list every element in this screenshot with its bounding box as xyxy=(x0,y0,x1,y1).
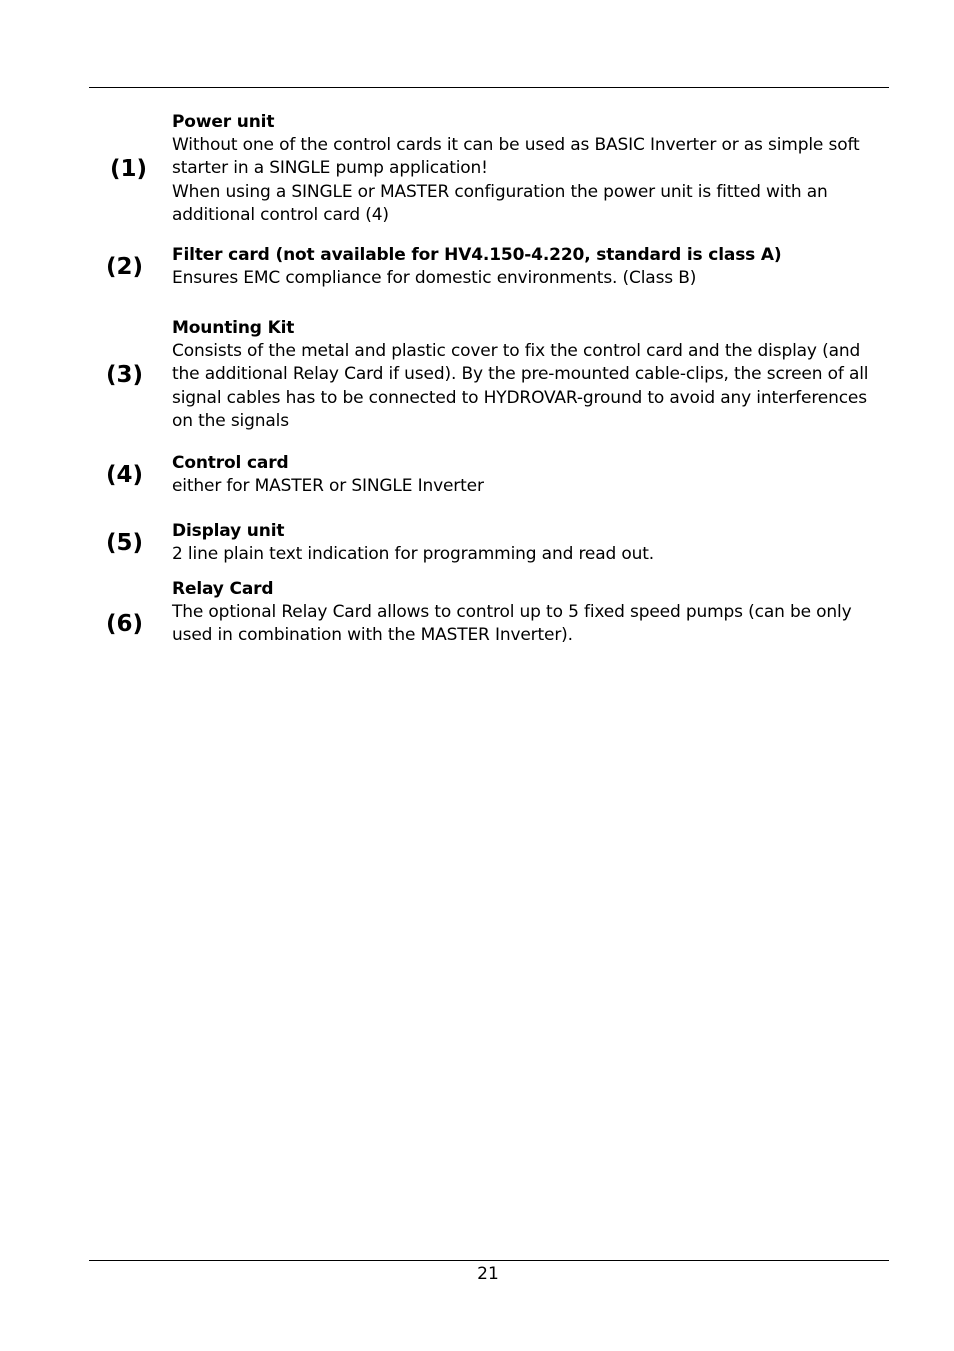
item-description xyxy=(172,111,894,227)
item-number: (3) xyxy=(106,362,144,388)
item-description xyxy=(172,317,894,433)
item-text-line: The optional Relay Card allows to control up to 5 fixed speed pumps (can be only xyxy=(172,602,852,623)
item-number: (4) xyxy=(106,462,144,488)
item-description xyxy=(172,520,894,566)
item-title: Filter card (not available for HV4.150-4.220, standard is class A) xyxy=(172,245,782,265)
item-number: (6) xyxy=(106,611,144,637)
item-text-line: Without one of the control cards it can be used as BASIC Inverter or as simple soft xyxy=(172,135,860,156)
item-description xyxy=(172,452,894,498)
item-title: Control card xyxy=(172,453,289,473)
item-text-line: 2 line plain text indication for programming and read out. xyxy=(172,544,655,565)
item-number: (1) xyxy=(110,156,148,182)
item-title: Mounting Kit xyxy=(172,318,295,338)
item-text-line: additional control card (4) xyxy=(172,204,389,225)
item-text-line: the additional Relay Card if used). By the pre-mounted cable-clips, the screen of all xyxy=(172,364,869,385)
item-text-line: on the signals xyxy=(172,410,289,431)
item-description xyxy=(172,244,894,290)
item-title: Relay Card xyxy=(172,579,274,599)
item-text-line: either for MASTER or SINGLE Inverter xyxy=(172,476,484,497)
item-text-line: used in combination with the MASTER Inverter). xyxy=(172,625,573,646)
page-number: 21 xyxy=(477,1264,499,1284)
item-text-line: signal cables has to be connected to HYDROVAR-ground to avoid any interferences xyxy=(172,387,867,408)
footer-rule xyxy=(89,1260,889,1261)
item-number: (2) xyxy=(106,254,144,280)
item-number: (5) xyxy=(106,530,144,556)
item-text-line: Consists of the metal and plastic cover to fix the control card and the display (and xyxy=(172,341,861,362)
item-text-line: starter in a SINGLE pump application! xyxy=(172,158,488,179)
header-rule xyxy=(89,87,889,88)
item-text-line: Ensures EMC compliance for domestic environments. (Class B) xyxy=(172,268,697,289)
item-title: Display unit xyxy=(172,521,285,541)
item-text-line: When using a SINGLE or MASTER configuration the power unit is fitted with an xyxy=(172,181,828,202)
item-title: Power unit xyxy=(172,112,275,132)
item-description xyxy=(172,578,894,648)
